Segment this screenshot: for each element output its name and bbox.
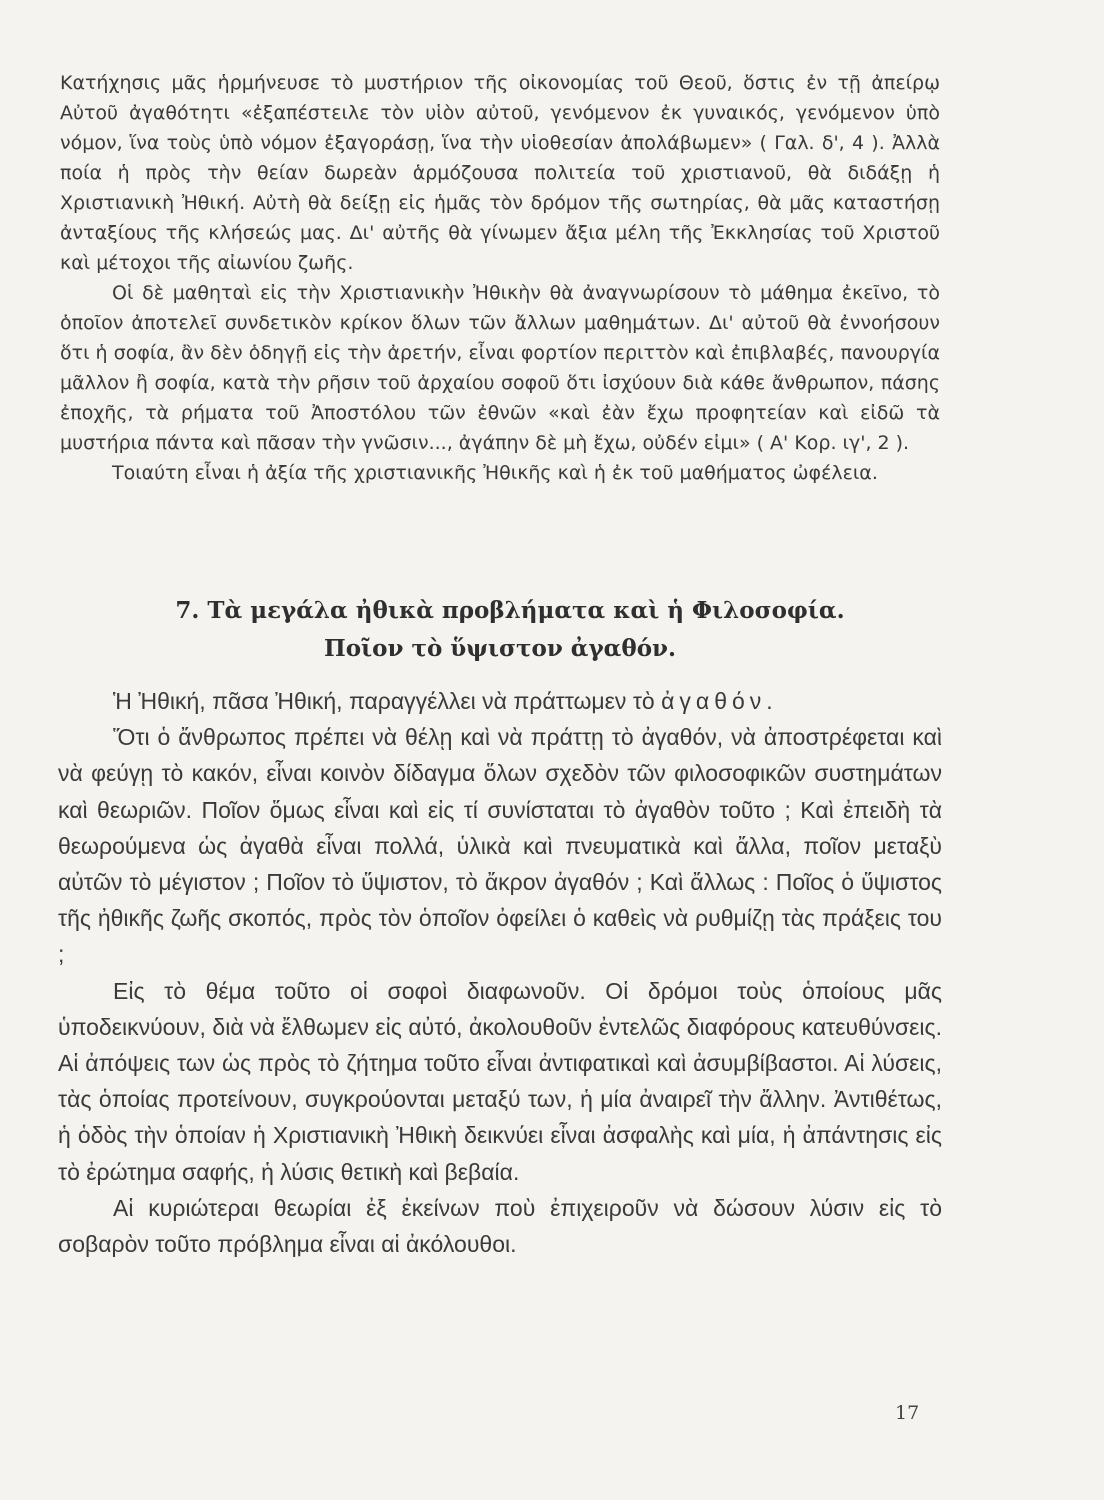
paragraph-sages-disagree: Εἰς τὸ θέμα τοῦτο οἱ σοφοὶ διαφωνοῦν. Οἱ δρόμοι τοὺς ὁποίους μᾶς ὑποδεικνύουν, διὰ νὰ ἔλθωμεν εἰς αὐτό, ἀκολουθοῦν ἐντελῶς διαφόρους κατευθύνσεις. Αἱ ἀπόψεις των ὡς πρὸς τὸ ζήτημα τοῦτο εἶναι ἀντιφατικαὶ καὶ ἀσυμβίβαστοι. Αἱ λύσεις, τὰς ὁποίας προτείνουν, συγκρούονται μεταξύ των, ἡ μία ἀναιρεῖ τὴν ἄλλην. Ἀντιθέτως, ἡ ὁδὸς τὴν ὁποίαν ἡ Χριστιανικὴ Ἠθικὴ δεικνύει εἶναι ἀσφαλὴς καὶ μία, ἡ ἀπάντησις εἰς τὸ ἐρώτημα σαφής, ἡ λύσις θετικὴ καὶ βεβαία. bbox=[58, 977, 942, 1185]
paragraph-students: Οἱ δὲ μαθηταὶ εἰς τὴν Χριστιανικὴν Ἠθικὴν θὰ ἀναγνωρίσουν τὸ μάθημα ἐκεῖνο, τὸ ὁποῖον ἀποτελεῖ συνδετικὸν κρίκον ὅλων τῶν ἄλλων μαθημάτων. Δι' αὐτοῦ θὰ ἐννοήσουν ὅτι ἡ σοφία, ἂν δὲν ὁδηγῇ εἰς τὴν ἀρετήν, εἶναι φορτίον περιττὸν καὶ ἐπιβλαβές, πανουργία μᾶλλον ἢ σοφία, κατὰ τὴν ρῆσιν τοῦ ἀρχαίου σοφοῦ ὅτι ἰσχύουν διὰ κάθε ἄνθρωπον, πάσης ἐποχῆς, τὰ ρήματα τοῦ Ἀποστόλου τῶν ἐθνῶν «καὶ ἐὰν ἔχω προφητείαν καὶ εἰδῶ τὰ μυστήρια πάντα καὶ πᾶσαν τὴν γνῶσιν..., ἀγάπην δὲ μὴ ἔχω, οὐδέν εἰμι» ( Α' Κορ. ιγ', 2 ). bbox=[60, 282, 940, 454]
paragraph-ethics-good bbox=[58, 683, 942, 719]
intro-text-block bbox=[60, 68, 940, 488]
section-body bbox=[58, 683, 942, 1262]
section-heading-line-1: 7. Τὰ μεγάλα ἠθικὰ προβλήματα καὶ ἡ Φιλοσοφία. bbox=[175, 597, 845, 624]
paragraph-value: Τοιαύτη εἶναι ἡ ἀξία τῆς χριστιανικῆς Ἠθικῆς καὶ ἡ ἐκ τοῦ μαθήματος ὠφέλεια. bbox=[112, 462, 878, 484]
paragraph-highest-good-question: Ὅτι ὁ ἄνθρωπος πρέπει νὰ θέλῃ καὶ νὰ πράττῃ τὸ ἀγαθόν, νὰ ἀποστρέφεται καὶ νὰ φεύγῃ τὸ κακόν, εἶναι κοινὸν δίδαγμα ὅλων σχεδὸν τῶν φιλοσοφικῶν συστημάτων καὶ θεωριῶν. Ποῖον ὅμως εἶναι καὶ εἰς τί συνίσταται τὸ ἀγαθὸν τοῦτο ; Καὶ ἐπειδὴ τὰ θεωρούμενα ὡς ἀγαθὰ εἶναι πολλά, ὑλικὰ καὶ πνευματικὰ καὶ ἄλλα, ποῖον μεταξὺ αὐτῶν τὸ μέγιστον ; Ποῖον τὸ ὕψιστον, τὸ ἄκρον ἀγαθόν ; Καὶ ἄλλως : Ποῖος ὁ ὕψιστος τῆς ἠθικῆς ζωῆς σκοπός, πρὸς τὸν ὁποῖον ὀφείλει ὁ καθεὶς νὰ ρυθμίζῃ τὰς πράξεις του ; bbox=[58, 724, 942, 968]
section-heading-line-2: Ποῖον τὸ ὕψιστον ἀγαθόν. bbox=[323, 635, 677, 662]
emphasized-word: ἀγαθόν. bbox=[661, 688, 778, 714]
paragraph-main-theories: Αἱ κυριώτεραι θεωρίαι ἐξ ἐκείνων ποὺ ἐπιχειροῦν νὰ δώσουν λύσιν εἰς τὸ σοβαρὸν τοῦτο πρόβλημα εἶναι αἱ ἀκόλουθοι. bbox=[58, 1194, 942, 1258]
page-number: 17 bbox=[895, 1402, 920, 1424]
paragraph-catechism: Κατήχησις μᾶς ἡρμήνευσε τὸ μυστήριον τῆς οἰκονομίας τοῦ Θεοῦ, ὅστις ἐν τῇ ἀπείρῳ Αὐτοῦ ἀγαθότητι «ἐξαπέστειλε τὸν υἱὸν αὐτοῦ, γενόμενον ἐκ γυναικός, γενόμενον ὑπὸ νόμον, ἵνα τοὺς ὑπὸ νόμον ἐξαγοράσῃ, ἵνα τὴν υἱοθεσίαν ἀπολάβωμεν» ( Γαλ. δ', 4 ). Ἀλλὰ ποία ἡ πρὸς τὴν θείαν δωρεὰν ἁρμόζουσα πολιτεία τοῦ χριστιανοῦ, θὰ διδάξῃ ἡ Χριστιανικὴ Ἠθική. Αὐτὴ θὰ δείξῃ εἰς ἡμᾶς τὸν δρόμον τῆς σωτηρίας, θὰ μᾶς καταστήσῃ ἀνταξίους τῆς κλήσεώς μας. Δι' αὐτῆς θὰ γίνωμεν ἄξια μέλη τῆς Ἐκκλησίας τοῦ Χριστοῦ καὶ μέτοχοι τῆς αἰωνίου ζωῆς. bbox=[60, 72, 940, 274]
paragraph-ethics-good-text: Ἡ Ἠθική, πᾶσα Ἠθική, παραγγέλλει νὰ πράττωμεν τὸ bbox=[113, 688, 655, 714]
section-heading bbox=[60, 592, 940, 668]
